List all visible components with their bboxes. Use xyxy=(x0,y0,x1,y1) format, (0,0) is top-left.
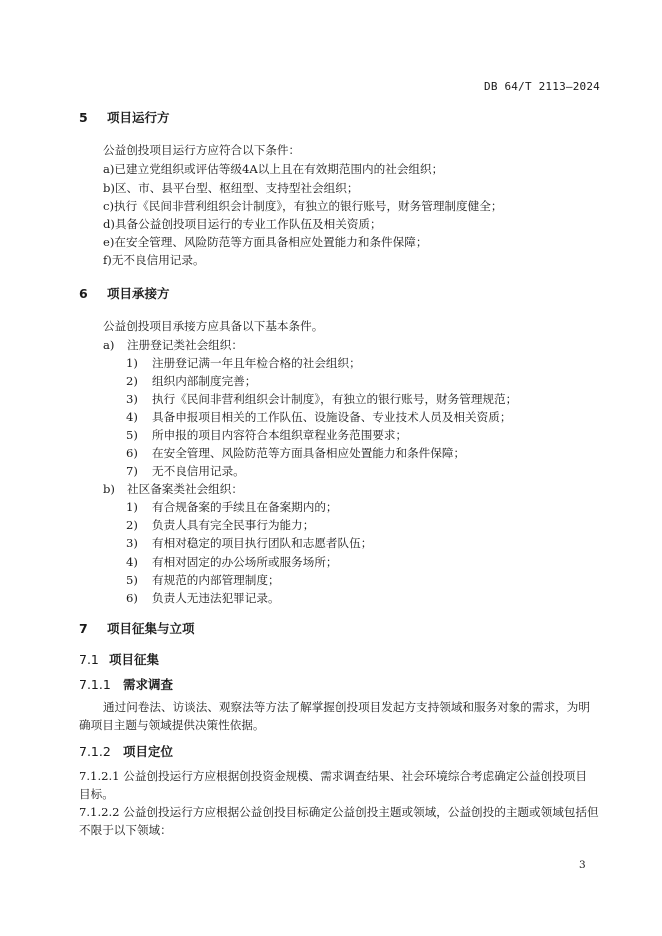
list-marker: 6) xyxy=(126,446,138,460)
list-item xyxy=(126,499,338,515)
section-6-intro: 公益创投项目承接方应具备以下基本条件。 xyxy=(103,319,324,333)
list-item xyxy=(126,373,256,389)
paragraph-line: 通过问卷法、访谈法、观察法等方法了解掌握创投项目发起方支持领域和服务对象的需求，为明 xyxy=(103,700,590,714)
paragraph-line: 7.1.2.2 公益创投运行方应根据公益创投目标确定公益创投主题或领域，公益创投的主题或领域包括但 xyxy=(79,805,599,819)
list-item xyxy=(126,463,245,479)
section-number: 5 xyxy=(79,110,88,125)
list-marker: 3) xyxy=(126,392,138,406)
list-group-a xyxy=(103,337,243,353)
list-group-b xyxy=(103,481,243,497)
list-marker: 5) xyxy=(126,428,138,442)
list-marker: a) xyxy=(103,338,115,352)
page-number: 3 xyxy=(579,859,586,871)
subsection-7-1-heading xyxy=(79,650,159,668)
section-title: 项目运行方 xyxy=(107,110,170,125)
list-item-text: 在安全管理、风险防范等方面具备相应处置能力和条件保障； xyxy=(152,446,466,460)
list-item-text: 执行《民间非营利组织会计制度》，有独立的银行账号，财务管理规范； xyxy=(152,392,518,406)
list-marker: 6) xyxy=(126,591,138,605)
list-item-text: 负责人无违法犯罪记录。 xyxy=(152,591,280,605)
document-code: DB 64/T 2113—2024 xyxy=(484,80,600,93)
list-item xyxy=(126,517,314,533)
list-item-text: 负责人具有完全民事行为能力； xyxy=(152,518,315,532)
section-5-intro: 公益创投项目运行方应符合以下条件： xyxy=(103,143,301,157)
paragraph-line: 不限于以下领域： xyxy=(79,823,172,837)
section-number: 6 xyxy=(79,286,88,301)
list-marker: 3) xyxy=(126,536,138,550)
list-marker: 7) xyxy=(126,464,138,478)
list-group-label: 社区备案类社会组织： xyxy=(127,482,243,496)
list-group-label: 注册登记类社会组织： xyxy=(127,338,243,352)
list-item-text: 组织内部制度完善； xyxy=(152,374,257,388)
list-marker: 4) xyxy=(126,410,138,424)
list-item: a)已建立党组织或评估等级4A以上且在有效期范围内的社会组织； xyxy=(103,162,444,176)
paragraph-line: 目标。 xyxy=(79,787,114,801)
list-item: e)在安全管理、风险防范等方面具备相应处置能力和条件保障； xyxy=(103,235,428,249)
subsection-title: 项目定位 xyxy=(123,744,174,759)
list-item xyxy=(126,409,511,425)
list-item xyxy=(126,355,361,371)
list-item-text: 注册登记满一年且年检合格的社会组织； xyxy=(152,356,361,370)
list-item xyxy=(126,535,372,551)
paragraph-line: 确项目主题与领域提供决策性依据。 xyxy=(79,718,265,732)
list-item xyxy=(126,572,280,588)
list-marker: 4) xyxy=(126,555,138,569)
section-number: 7 xyxy=(79,621,88,636)
list-item-text: 有相对稳定的项目执行团队和志愿者队伍； xyxy=(152,536,373,550)
section-title: 项目承接方 xyxy=(107,286,170,301)
list-item: d)具备公益创投项目运行的专业工作队伍及相关资质； xyxy=(103,217,382,231)
subsection-title: 项目征集 xyxy=(109,652,160,667)
subsection-number: 7.1.1 xyxy=(79,677,111,692)
list-item-text: 具备申报项目相关的工作队伍、设施设备、专业技术人员及相关资质； xyxy=(152,410,512,424)
list-item xyxy=(126,590,280,606)
list-marker: 2) xyxy=(126,374,138,388)
list-marker: 2) xyxy=(126,518,138,532)
list-marker: 5) xyxy=(126,573,138,587)
list-item-text: 有规范的内部管理制度； xyxy=(152,573,280,587)
list-item: c)执行《民间非营利组织会计制度》，有独立的银行账号，财务管理制度健全； xyxy=(103,199,503,213)
section-title: 项目征集与立项 xyxy=(107,621,195,636)
section-5-heading xyxy=(79,108,170,126)
paragraph-line: 7.1.2.1 公益创投运行方应根据创投资金规模、需求调查结果、社会环境综合考虑确定公益创投项目 xyxy=(79,769,587,783)
list-item xyxy=(126,427,407,443)
list-item: f)无不良信用记录。 xyxy=(103,253,205,267)
subsection-7-1-2-heading xyxy=(79,742,173,760)
section-6-heading xyxy=(79,284,170,302)
section-7-heading xyxy=(79,619,195,637)
list-item-text: 无不良信用记录。 xyxy=(152,464,245,478)
list-item-text: 有合规备案的手续且在备案期内的； xyxy=(152,500,338,514)
list-item-text: 所申报的项目内容符合本组织章程业务范围要求； xyxy=(152,428,408,442)
list-item: b)区、市、县平台型、枢纽型、支持型社会组织； xyxy=(103,181,359,195)
list-item xyxy=(126,554,338,570)
subsection-title: 需求调查 xyxy=(123,677,174,692)
list-marker: 1) xyxy=(126,356,138,370)
list-item xyxy=(126,445,465,461)
list-item xyxy=(126,391,517,407)
subsection-7-1-1-heading xyxy=(79,675,173,693)
list-marker: b) xyxy=(103,482,115,496)
list-marker: 1) xyxy=(126,500,138,514)
list-item-text: 有相对固定的办公场所或服务场所； xyxy=(152,555,338,569)
subsection-number: 7.1.2 xyxy=(79,744,111,759)
subsection-number: 7.1 xyxy=(79,652,99,667)
